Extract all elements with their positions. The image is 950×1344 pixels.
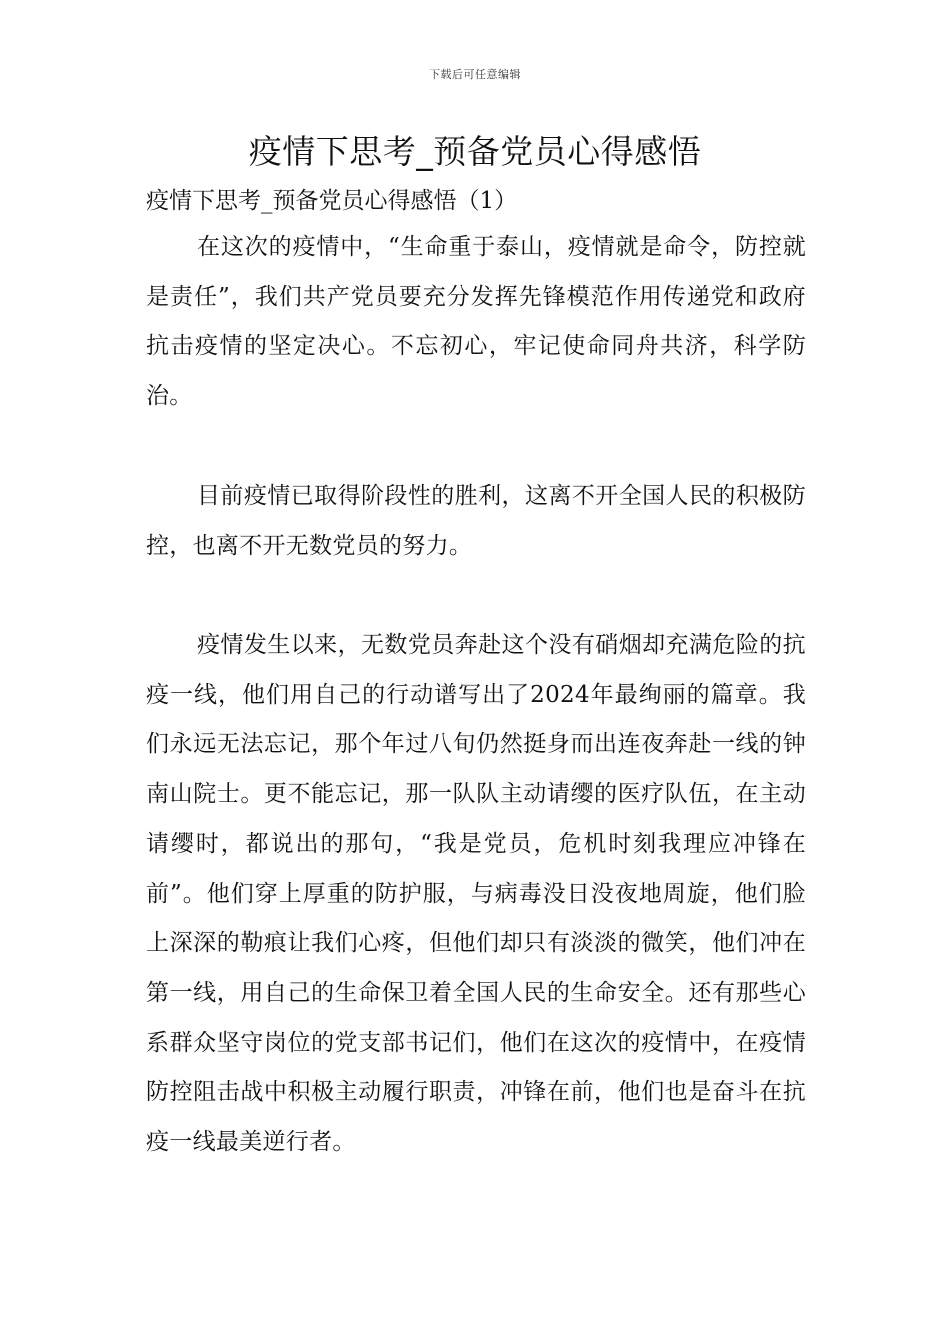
document-subtitle: 疫情下思考_预备党员心得感悟（1） xyxy=(146,188,518,214)
paragraph-block xyxy=(146,621,806,1168)
document-title: 疫情下思考_预备党员心得感悟 xyxy=(248,132,702,171)
paragraph-block xyxy=(146,223,806,422)
paragraph-2: 目前疫情已取得阶段性的胜利，这离不开全国人民的积极防控，也离不开无数党员的努力。 xyxy=(146,483,806,559)
paragraph-1: 在这次的疫情中，“生命重于泰山，疫情就是命令，防控就是责任”，我们共产党员要充分发挥先锋模范作用传递党和政府抗击疫情的坚定决心。不忘初心，牢记使命同舟共济，科学防治。 xyxy=(146,234,806,410)
paragraph-3: 疫情发生以来，无数党员奔赴这个没有硝烟却充满危险的抗疫一线，他们用自己的行动谱写出了2024年最绚丽的篇章。我们永远无法忘记，那个年过八旬仍然挺身而出连夜奔赴一线的钟南山院士。更不能忘记，那一队队主动请缨的医疗队伍，在主动请缨时，都说出的那句，“我是党员，危机时刻我理应冲锋在前”。他们穿上厚重的防护服，与病毒没日没夜地周旋，他们脸上深深的勒痕让我们心疼，但他们却只有淡淡的微笑，他们冲在第一线，用自己的生命保卫着全国人民的生命安全。还有那些心系群众坚守岗位的党支部书记们，他们在这次的疫情中，在疫情防控阻击战中积极主动履行职责，冲锋在前，他们也是奋斗在抗疫一线最美逆行者。 xyxy=(146,632,806,1156)
paragraph-block xyxy=(146,472,806,571)
header-note: 下载后可任意编辑 xyxy=(429,68,521,81)
